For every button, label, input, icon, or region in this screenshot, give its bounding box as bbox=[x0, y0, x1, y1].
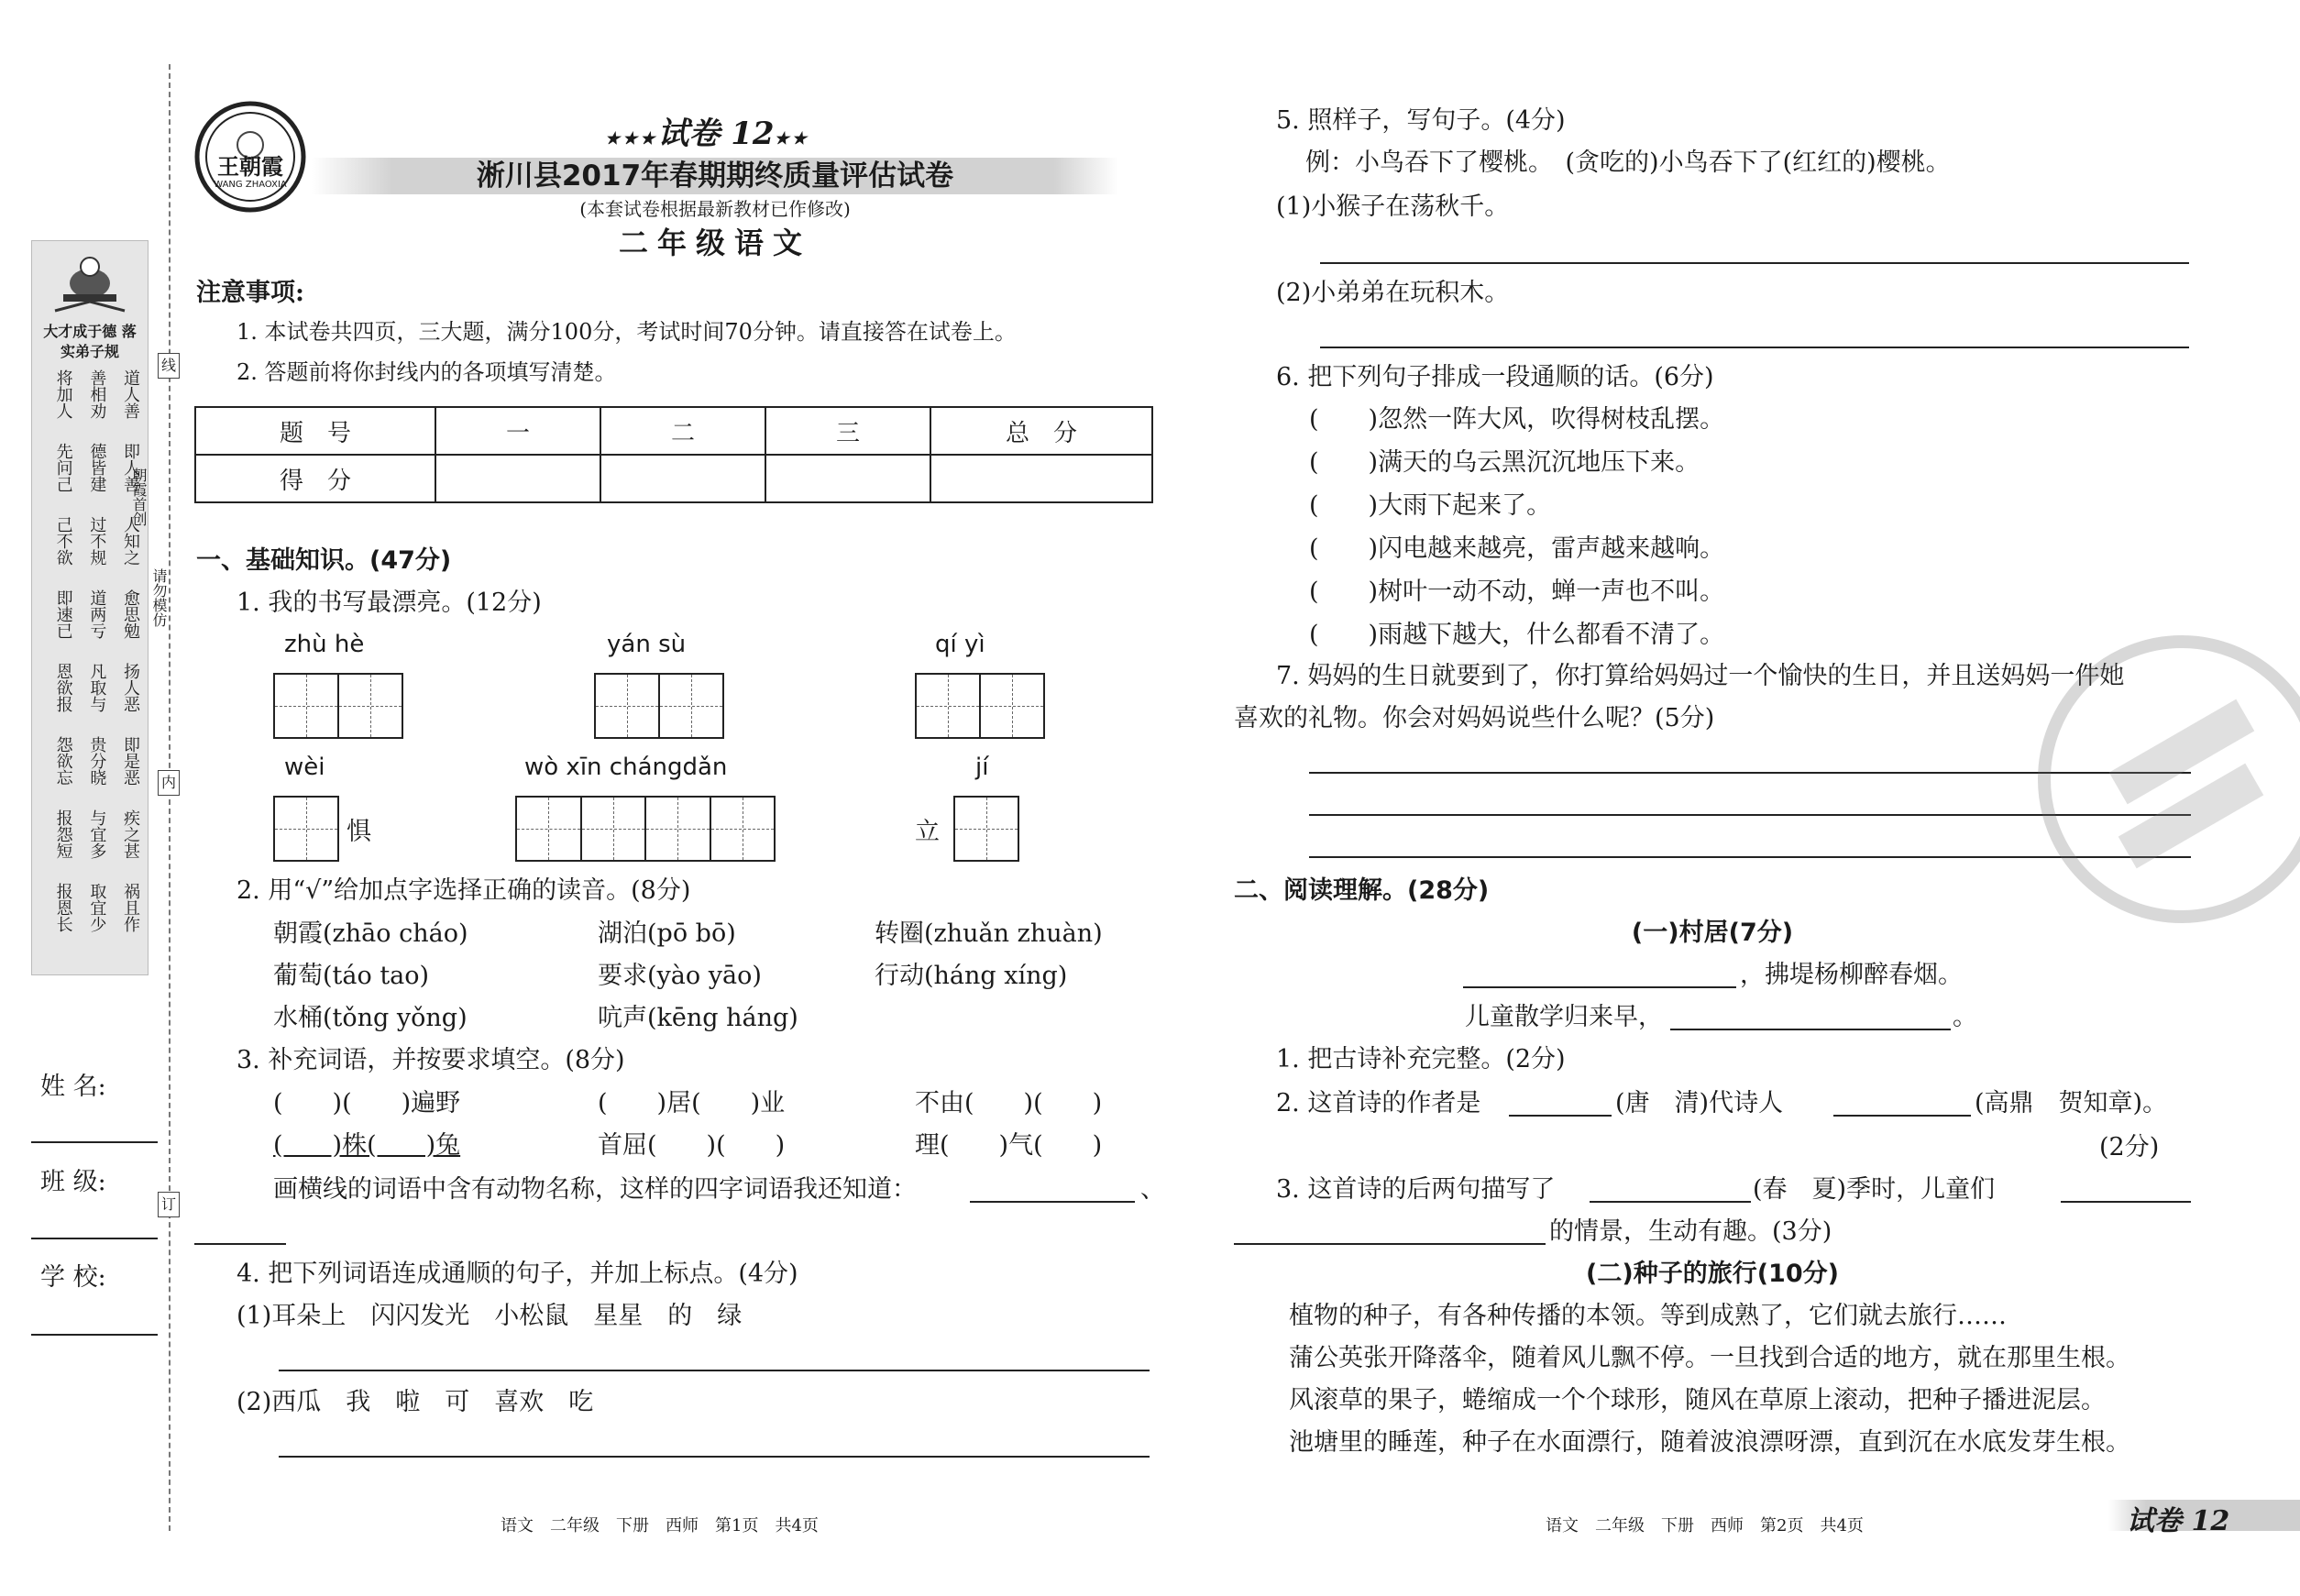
poem-col: 凡取与 bbox=[87, 663, 107, 712]
sec1-q3-b: (春 夏)季时，儿童们 bbox=[1753, 1175, 1996, 1204]
class-field[interactable] bbox=[31, 1238, 158, 1239]
reading-option[interactable]: 行动(háng xíng) bbox=[875, 962, 1068, 990]
class-label: 班 级: bbox=[40, 1168, 106, 1196]
answer-line[interactable] bbox=[1320, 262, 2189, 264]
sec1-q3-c: 的情景，生动有趣。(3分) bbox=[1549, 1217, 1832, 1246]
motto-text: 大才成于德 落实弟子规 bbox=[43, 323, 137, 360]
pinyin: wèi bbox=[284, 754, 325, 781]
reading-option[interactable]: 吭声(kēng háng) bbox=[598, 1004, 798, 1032]
given-char: 惧 bbox=[347, 818, 371, 846]
corner-label: 试卷 12 bbox=[2127, 1505, 2230, 1537]
reading-option[interactable]: 水桶(tǒng yǒng) bbox=[273, 1004, 468, 1032]
score-header: 三 bbox=[765, 407, 930, 455]
reading-option[interactable]: 转圈(zhuǎn zhuàn) bbox=[875, 919, 1103, 948]
answer-line[interactable] bbox=[1320, 347, 2189, 348]
watermark-seal bbox=[2026, 623, 2300, 935]
answer-line[interactable] bbox=[194, 1243, 286, 1245]
passage-line: 池塘里的睡莲，种子在水面漂行，随着波浪漂呀漂，直到沉在水底发芽生根。 bbox=[1289, 1428, 2130, 1457]
reading-option[interactable]: 葡萄(táo tao) bbox=[273, 962, 430, 990]
poem-line-2: 儿童散学归来早， bbox=[1465, 1003, 1663, 1031]
poem-col: 怨欲忘 bbox=[53, 736, 73, 786]
poem-col: 与宜多 bbox=[87, 809, 107, 859]
poem-col: 过不规 bbox=[87, 516, 107, 566]
score-header: 总 分 bbox=[930, 407, 1152, 455]
q3-extra-end: 、 bbox=[1140, 1175, 1165, 1204]
score-header: 题 号 bbox=[195, 407, 435, 455]
poem-columns bbox=[39, 369, 140, 956]
subject-title: 二年级语文 bbox=[618, 226, 811, 260]
passage-line: 风滚草的果子，蜷缩成一个个球形，随风在草原上滚动，把种子播进泥层。 bbox=[1289, 1386, 2106, 1414]
order-item[interactable]: ( )雨越下越大，什么都看不清了。 bbox=[1309, 621, 1725, 649]
name-field[interactable] bbox=[31, 1141, 158, 1143]
idiom-blank[interactable]: ( )居( )业 bbox=[598, 1089, 786, 1117]
page-footer: 语文 二年级 下册 西师 第1页 共4页 bbox=[501, 1516, 819, 1535]
poem-col: 恩欲报 bbox=[53, 663, 73, 712]
poem-blank[interactable] bbox=[1463, 986, 1736, 988]
reading-option[interactable]: 湖泊(pō bō) bbox=[598, 919, 736, 948]
seal-mark: 订 bbox=[158, 1192, 180, 1217]
idiom-blank[interactable]: 理( )气( ) bbox=[915, 1131, 1103, 1160]
idiom-blank[interactable]: 首屈( )( ) bbox=[598, 1131, 786, 1160]
answer-line[interactable] bbox=[1234, 1243, 1546, 1245]
score-cell[interactable] bbox=[765, 455, 930, 502]
answer-line[interactable] bbox=[2061, 1201, 2191, 1203]
sec1-q2-b: (唐 清)代诗人 bbox=[1615, 1089, 1784, 1117]
writing-grid[interactable] bbox=[515, 796, 776, 862]
score-table bbox=[194, 406, 1153, 503]
order-item[interactable]: ( )大雨下起来了。 bbox=[1309, 491, 1552, 520]
writing-grid[interactable] bbox=[915, 673, 1045, 739]
answer-line[interactable] bbox=[1590, 1201, 1751, 1203]
pinyin: qí yì bbox=[935, 631, 985, 658]
poem-col: 报恩长 bbox=[53, 883, 73, 932]
notice-title: 注意事项: bbox=[196, 279, 304, 307]
answer-line[interactable] bbox=[279, 1370, 1150, 1371]
seal-mark: 内 bbox=[158, 770, 180, 796]
paper-number: ★★★试卷 12★★ bbox=[605, 116, 809, 152]
poem-col: 将加人 bbox=[53, 369, 73, 419]
poem-col: 即速已 bbox=[53, 589, 73, 639]
answer-line[interactable] bbox=[1833, 1115, 1971, 1117]
seal-mark: 线 bbox=[158, 353, 180, 379]
score-cell[interactable] bbox=[435, 455, 600, 502]
school-label: 学 校: bbox=[40, 1263, 106, 1292]
part2-title: 二、阅读理解。(28分) bbox=[1234, 876, 1490, 905]
pinyin: zhù hè bbox=[284, 631, 365, 658]
writing-grid[interactable] bbox=[273, 796, 339, 862]
order-item[interactable]: ( )闪电越来越亮，雷声越来越响。 bbox=[1309, 534, 1725, 563]
pinyin: yán sù bbox=[607, 631, 687, 658]
poem-blank[interactable] bbox=[1670, 1029, 1951, 1030]
poem-col: 即人善 bbox=[121, 443, 140, 492]
scholar-illustration bbox=[32, 247, 148, 320]
q7-text-cont: 喜欢的礼物。你会对妈妈说些什么呢？(5分) bbox=[1234, 704, 1715, 732]
sec1-q2-c: (高鼎 贺知章)。 bbox=[1975, 1089, 2168, 1117]
pinyin: wò xīn chángdǎn bbox=[524, 754, 728, 781]
score-cell[interactable] bbox=[600, 455, 765, 502]
poem-col: 疾之甚 bbox=[121, 809, 140, 859]
logo-text: 王朝霞 bbox=[217, 153, 283, 180]
q7-text: 7. 妈妈的生日就要到了，你打算给妈妈过一个愉快的生日，并且送妈妈一件她 bbox=[1276, 662, 2125, 690]
poem-col: 德皆建 bbox=[87, 443, 107, 492]
poem-end: 。 bbox=[1953, 1003, 1977, 1031]
pinyin: jí bbox=[975, 754, 989, 781]
poem-col: 报怨短 bbox=[53, 809, 73, 859]
poem-col: 道两亏 bbox=[87, 589, 107, 639]
poem-col: 扬人恶 bbox=[121, 663, 140, 712]
score-cell[interactable] bbox=[930, 455, 1152, 502]
exam-title: 淅川县2017年春期期终质量评估试卷 bbox=[476, 160, 954, 193]
name-label: 姓 名: bbox=[40, 1073, 106, 1101]
sec1-q1: 1. 把古诗补充完整。(2分) bbox=[1276, 1045, 1566, 1073]
q5-example: 例：小鸟吞下了樱桃。 (贪吃的)小鸟吞下了(红红的)樱桃。 bbox=[1305, 149, 1951, 177]
part1-title: 一、基础知识。(47分) bbox=[196, 546, 452, 575]
order-item[interactable]: ( )忽然一阵大风，吹得树枝乱摆。 bbox=[1309, 405, 1725, 434]
motto-sidebar bbox=[31, 240, 149, 975]
poem-col: 愈思勉 bbox=[121, 589, 140, 639]
idiom-blank[interactable]: 不由( )( ) bbox=[915, 1089, 1103, 1117]
section2-title: (二)种子的旅行(10分) bbox=[1586, 1260, 1839, 1288]
reading-option[interactable]: 朝霞(zhāo cháo) bbox=[273, 919, 468, 948]
order-item[interactable]: ( )满天的乌云黑沉沉地压下来。 bbox=[1309, 448, 1700, 477]
sec1-q2: 2. 这首诗的作者是 bbox=[1276, 1089, 1481, 1117]
poem-col: 己不欲 bbox=[53, 516, 73, 566]
score-header: 一 bbox=[435, 407, 600, 455]
answer-line[interactable] bbox=[970, 1201, 1135, 1203]
poem-col: 贵分晓 bbox=[87, 736, 107, 786]
q4-words-1: (1)耳朵上 闪闪发光 小松鼠 星星 的 绿 bbox=[237, 1302, 743, 1330]
copyright-warning: 朝霞首创 bbox=[130, 468, 148, 526]
passage-line: 蒲公英张开降落伞，随着风儿飘不停。一旦找到合适的地方，就在那里生根。 bbox=[1289, 1344, 2130, 1372]
poem-col: 善相劝 bbox=[87, 369, 107, 419]
poem-col: 取宜少 bbox=[87, 883, 107, 932]
writing-grid[interactable] bbox=[953, 796, 1019, 862]
score-header: 二 bbox=[600, 407, 765, 455]
section1-title: (一)村居(7分) bbox=[1631, 919, 1794, 947]
order-item[interactable]: ( )树叶一动不动，蝉一声也不叫。 bbox=[1309, 578, 1725, 606]
q3-text: 3. 补充词语，并按要求填空。(8分) bbox=[237, 1046, 625, 1074]
idiom-blank-underlined[interactable]: ( )株( )兔 bbox=[273, 1131, 461, 1160]
reading-option[interactable]: 要求(yào yāo) bbox=[598, 962, 762, 990]
given-char: 立 bbox=[915, 818, 940, 846]
logo-subtext: WANG ZHAOXIA bbox=[214, 180, 287, 190]
poem-col: 道人善 bbox=[121, 369, 140, 419]
copyright-warning: 请勿模仿 bbox=[150, 568, 168, 627]
binding-dashed-line bbox=[169, 64, 171, 1531]
writing-grid[interactable] bbox=[273, 673, 403, 739]
q6-text: 6. 把下列句子排成一段通顺的话。(6分) bbox=[1276, 363, 1714, 391]
poem-col: 即是恶 bbox=[121, 736, 140, 786]
q5-text: 5. 照样子，写句子。(4分) bbox=[1276, 106, 1566, 135]
notice-item: 1. 本试卷共四页，三大题，满分100分，考试时间70分钟。请直接答在试卷上。 bbox=[237, 319, 1017, 345]
poem-col: 先问己 bbox=[53, 443, 73, 492]
passage-line: 植物的种子，有各种传播的本领。等到成熟了，它们就去旅行…… bbox=[1289, 1302, 2007, 1330]
q2-text: 2. 用“√”给加点字选择正确的读音。(8分) bbox=[237, 876, 691, 905]
poem-col: 祸且作 bbox=[121, 883, 140, 932]
sec1-q3: 3. 这首诗的后两句描写了 bbox=[1276, 1175, 1556, 1204]
sec1-q2-score: (2分) bbox=[2099, 1133, 2160, 1161]
q5-sentence-2: (2)小弟弟在玩积木。 bbox=[1276, 279, 1510, 307]
q3-extra: 画横线的词语中含有动物名称，这样的四字词语我还知道： bbox=[273, 1175, 917, 1204]
score-label: 得 分 bbox=[195, 455, 435, 502]
exam-note: (本套试卷根据最新教材已作修改) bbox=[579, 198, 851, 220]
writing-grid[interactable] bbox=[594, 673, 724, 739]
notice-item: 2. 答题前将你封线内的各项填写清楚。 bbox=[237, 359, 617, 385]
answer-line[interactable] bbox=[1509, 1115, 1612, 1117]
poem-line-1: ，拂堤杨柳醉春烟。 bbox=[1740, 961, 1963, 989]
poem-col: 人知之 bbox=[121, 516, 140, 566]
idiom-blank[interactable]: ( )( )遍野 bbox=[273, 1089, 461, 1117]
q4-text: 4. 把下列词语连成通顺的句子，并加上标点。(4分) bbox=[237, 1260, 798, 1288]
q4-words-2: (2)西瓜 我 啦 可 喜欢 吃 bbox=[237, 1388, 594, 1416]
q5-sentence-1: (1)小猴子在荡秋千。 bbox=[1276, 193, 1510, 221]
school-field[interactable] bbox=[31, 1334, 158, 1336]
page-footer: 语文 二年级 下册 西师 第2页 共4页 bbox=[1546, 1516, 1864, 1535]
q1-text: 1. 我的书写最漂亮。(12分) bbox=[237, 589, 542, 617]
answer-line[interactable] bbox=[279, 1456, 1150, 1458]
